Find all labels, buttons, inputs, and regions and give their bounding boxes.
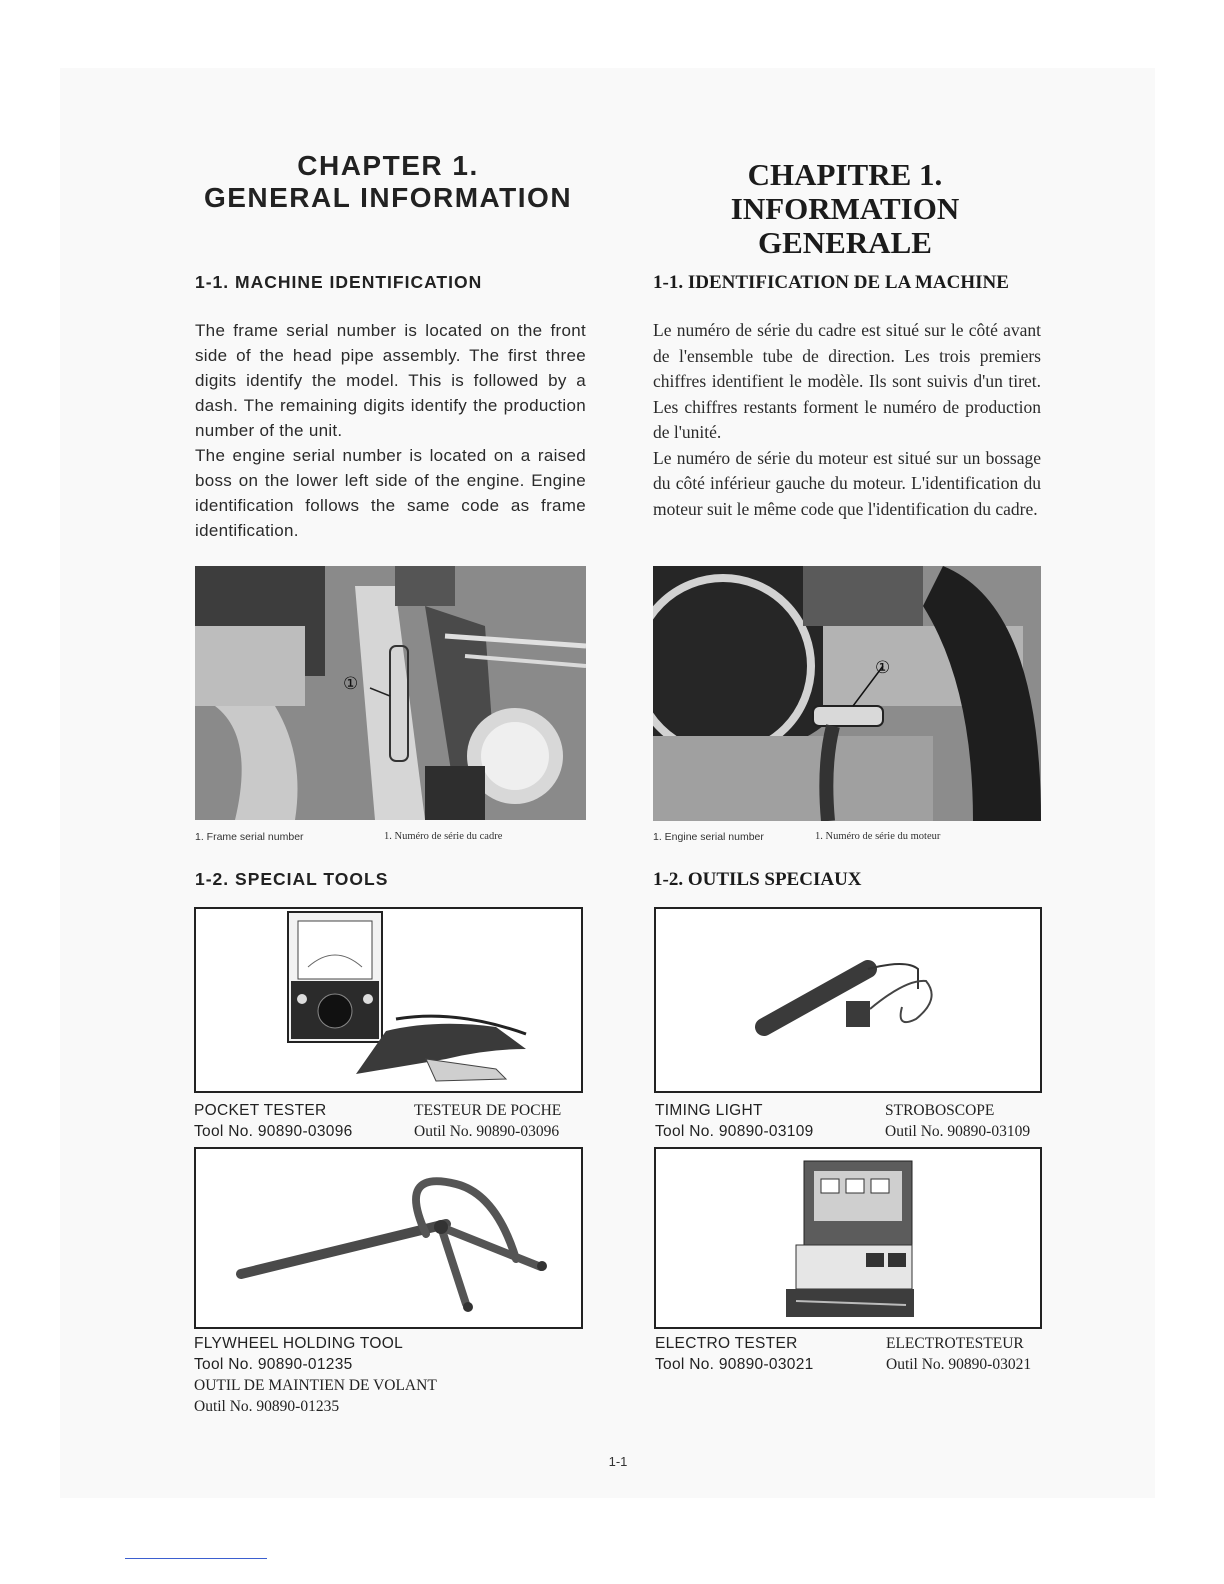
footer-divider	[125, 1558, 267, 1559]
timing-light-label-en	[655, 1100, 814, 1142]
pocket-tester-label-fr	[414, 1100, 561, 1142]
frame-photo-caption-en: 1. Frame serial number	[195, 831, 304, 843]
flywheel-tool-number-fr: Outil No. 90890-01235	[194, 1398, 340, 1415]
flywheel-tool-label-fr	[194, 1375, 437, 1417]
frame-photo-caption-fr: 1. Numéro de série du cadre	[384, 831, 503, 842]
identification-text-fr	[653, 318, 1041, 522]
page-number: 1-1	[608, 1454, 628, 1469]
pocket-tester-illustration	[196, 909, 581, 1091]
chapter-heading-en	[188, 150, 588, 214]
pocket-tester-image-box	[194, 907, 583, 1093]
electro-tester-number-en: Tool No. 90890-03021	[655, 1356, 814, 1373]
timing-light-illustration	[656, 909, 1040, 1091]
chapter-title-fr-line1: INFORMATION	[730, 191, 960, 226]
timing-light-number-en: Tool No. 90890-03109	[655, 1123, 814, 1140]
flywheel-holding-tool-image-box	[194, 1147, 583, 1329]
pocket-tester-label-en	[194, 1100, 353, 1142]
frame-serial-paragraph-en: The frame serial number is located on the front side of the head pipe assembly. The first three digits identify the model. This is followed by a dash. The remaining digits identify the production number of the unit.	[195, 321, 586, 440]
frame-serial-photo	[195, 566, 586, 820]
flywheel-tool-name-fr: OUTIL DE MAINTIEN DE VOLANT	[194, 1377, 437, 1394]
engine-photo-illustration	[653, 566, 1041, 821]
section-1-1-heading-en: 1-1. MACHINE IDENTIFICATION	[195, 272, 483, 292]
chapter-number-fr: CHAPITRE 1.	[747, 157, 943, 192]
engine-photo-callout: ①	[875, 658, 891, 677]
timing-light-number-fr: Outil No. 90890-03109	[885, 1123, 1031, 1140]
electro-tester-illustration	[656, 1149, 1040, 1327]
engine-photo-caption-en: 1. Engine serial number	[653, 831, 764, 843]
section-1-2-heading-en: 1-2. SPECIAL TOOLS	[195, 869, 389, 889]
flywheel-tool-number-en: Tool No. 90890-01235	[194, 1356, 353, 1373]
chapter-number-en: CHAPTER 1.	[297, 150, 479, 181]
electro-tester-label-fr	[886, 1333, 1031, 1375]
pocket-tester-number-fr: Outil No. 90890-03096	[414, 1123, 560, 1140]
engine-serial-photo	[653, 566, 1041, 821]
flywheel-holding-tool-illustration	[196, 1149, 581, 1327]
frame-photo-illustration	[195, 566, 586, 820]
pocket-tester-number-en: Tool No. 90890-03096	[194, 1123, 353, 1140]
section-1-1-heading-fr: 1-1. IDENTIFICATION DE LA MACHINE	[653, 272, 1009, 293]
engine-photo-caption-fr: 1. Numéro de série du moteur	[815, 831, 941, 842]
flywheel-tool-name-en: FLYWHEEL HOLDING TOOL	[194, 1335, 403, 1352]
engine-serial-paragraph-fr: Le numéro de série du moteur est situé sur un bossage du côté inférieur gauche du moteur. L'identification du moteur suit le même code que l'identification du cadre.	[653, 447, 1041, 519]
chapter-title-en: GENERAL INFORMATION	[203, 182, 573, 213]
engine-serial-paragraph-en: The engine serial number is located on a raised boss on the lower left side of the engine. Engine identification follows the same code as frame identification.	[195, 446, 586, 540]
chapter-title-fr-line2: GENERALE	[758, 225, 932, 260]
pocket-tester-name-fr: TESTEUR DE POCHE	[414, 1102, 562, 1119]
timing-light-name-fr: STROBOSCOPE	[885, 1102, 995, 1119]
flywheel-tool-label-en	[194, 1333, 403, 1375]
frame-photo-callout: ①	[343, 674, 359, 693]
chapter-heading-fr	[645, 158, 1045, 260]
pocket-tester-name-en: POCKET TESTER	[194, 1102, 327, 1119]
electro-tester-name-en: ELECTRO TESTER	[655, 1335, 798, 1352]
electro-tester-number-fr: Outil No. 90890-03021	[886, 1356, 1032, 1373]
electro-tester-name-fr: ELECTROTESTEUR	[886, 1335, 1024, 1352]
identification-text-en	[195, 318, 586, 543]
timing-light-image-box	[654, 907, 1042, 1093]
timing-light-label-fr	[885, 1100, 1030, 1142]
section-1-2-heading-fr: 1-2. OUTILS SPECIAUX	[653, 869, 862, 890]
timing-light-name-en: TIMING LIGHT	[655, 1102, 763, 1119]
electro-tester-label-en	[655, 1333, 814, 1375]
electro-tester-image-box	[654, 1147, 1042, 1329]
frame-serial-paragraph-fr: Le numéro de série du cadre est situé sur le côté avant de l'ensemble tube de direction. Les trois premiers chiffres identifient le modèle. Ils sont suivis d'un tiret. Les chiffres restants forment le numéro de production de l'unité.	[653, 320, 1041, 442]
